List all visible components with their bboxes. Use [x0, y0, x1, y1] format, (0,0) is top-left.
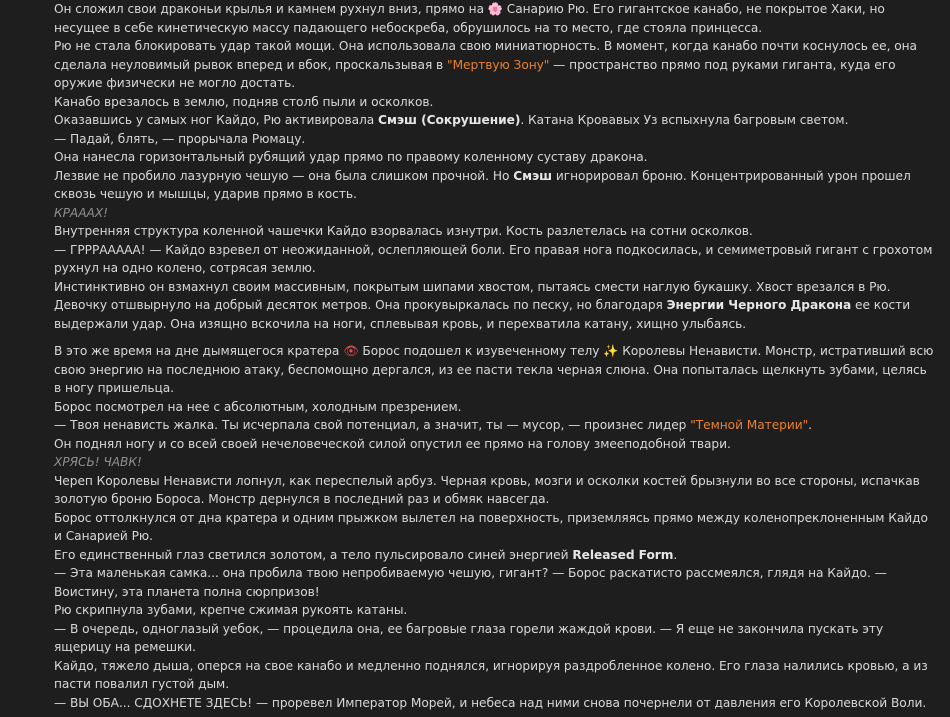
text-run: Рю не стала блокировать удар такой мощи. Она использовала свою миниатюрность. В момент, когда канабо почти коснулось ее, она сделала неуловимый рывок вперед и вбок, проскальзывая в	[54, 39, 917, 72]
text-run: — ГРРРААААА! — Кайдо взревел от неожиданной, ослепляющей боли. Его правая нога подкосилась, и семиметровый гигант с грохотом рухнул на одно колено, сотрясая землю.	[54, 242, 933, 275]
paragraph	[54, 564, 934, 601]
text-run: Оказавшись у самых ног Кайдо, Рю активировала	[54, 113, 379, 127]
text-run: — пространство прямо под руками гиганта, куда его оружие физически не могло достать.	[54, 57, 896, 90]
text-run: .	[673, 547, 678, 562]
eye-icon: 👁	[343, 344, 359, 358]
text-run: Внутренняя структура коленной чашечки Кайдо взорвалась изнутри. Кость разлетелась на сотни осколков.	[54, 224, 753, 238]
text-run: Борос оттолкнулся от дна кратера и одним прыжком вылетел на поверхность, приземляясь прямо между коленопреклоненным Кайдо и Санарией Рю.	[54, 510, 928, 543]
text-run: Он поднял ногу и со всей своей нечеловеческой силой опустил ее прямо на голову змееподобной твари.	[54, 436, 731, 451]
text-run: Череп Королевы Ненависти лопнул, как переспелый арбуз. Черная кровь, мозги и осколки костей брызнули во все стороны, испачкав золотую броню Бороса. Монстр дернулся в последний раз и обмяк навсегда.	[54, 473, 920, 506]
sparkles-icon: ✨	[603, 344, 619, 358]
text-run: .	[808, 418, 812, 432]
sound-effect: КРАААХ!	[54, 205, 108, 220]
paragraph	[54, 472, 934, 509]
text-run: — ВЫ ОБА... СДОХНЕТЕ ЗДЕСЬ! — проревел Император Морей, и небеса над ними снова почернели от давления его Королевской Воли.	[54, 695, 927, 710]
text-run: — Эта маленькая самка... она пробила твою непробиваемую чешую, гигант? — Борос раскатисто рассмеялся, глядя на Кайдо. — Воистину, эта планета полна сюрпризов!	[54, 566, 887, 599]
text-run: Он сложил свои драконьи крылья и камнем рухнул вниз, прямо на	[54, 2, 488, 16]
paragraph	[54, 148, 934, 167]
paragraph	[54, 342, 934, 398]
text-run: — Падай, блять, — прорычала Рюмацу.	[54, 131, 306, 146]
text-run: — В очередь, одноглазый уебок, — процедила она, ее багровые глаза горели жаждой крови. — Я еще не закончила пускать эту ящерицу на ремешки.	[54, 621, 884, 654]
paragraph	[54, 416, 934, 435]
story-text	[54, 0, 934, 712]
bold-term: Смэш (Сокрушение)	[378, 113, 521, 127]
text-run: Девочку отшвырнуло на добрый десяток метров. Она прокувыркалась по песку, но благодаря	[54, 298, 667, 312]
text-run: Лезвие не пробило лазурную чешую — она была слишком прочной. Но	[54, 168, 514, 183]
text-run: Его единственный глаз светился золотом, а тело пульсировало синей энергией	[54, 547, 573, 562]
text-run: Санарию Рю. Его гигантское канабо, не покрытое Хаки, но несущее в себе кинетическую массу падающего небоскреба, обрушилось на то место, где стояла принцесса.	[54, 2, 885, 35]
bold-term: Смэш	[513, 168, 553, 183]
paragraph	[54, 620, 934, 657]
paragraph	[54, 453, 934, 472]
paragraph	[54, 546, 934, 565]
paragraph	[54, 111, 934, 130]
highlighted-term: "Мертвую Зону"	[447, 57, 550, 72]
sound-effect: ХРЯСЬ! ЧАВК!	[54, 455, 142, 469]
text-run: Она нанесла горизонтальный рубящий удар прямо по правому коленному суставу дракона.	[54, 150, 648, 164]
bold-term: Released Form	[572, 547, 674, 562]
text-run: ее кости выдержали удар. Она изящно вскочила на ноги, сплевывая кровь, и перехватила катану, хищно улыбаясь.	[54, 298, 911, 331]
paragraph	[54, 93, 934, 112]
highlighted-term: "Темной Материи"	[690, 418, 809, 432]
text-run: Борос подошел к изувеченному телу	[358, 344, 604, 358]
paragraph	[54, 37, 934, 93]
paragraph	[54, 130, 934, 149]
paragraph	[54, 296, 934, 333]
paragraph	[54, 241, 934, 278]
paragraph	[54, 435, 934, 454]
text-run: Канабо врезалось в землю, подняв столб пыли и осколков.	[54, 94, 434, 109]
paragraph	[54, 398, 934, 417]
text-run: — Твоя ненависть жалка. Ты исчерпала свой потенциал, а значит, ты — мусор, — произнес лидер	[54, 418, 691, 432]
cherry-blossom-icon: 🌸	[487, 2, 503, 16]
text-run: В это же время на дне дымящегося кратера	[54, 344, 344, 358]
text-run: Борос посмотрел на нее с абсолютным, холодным презрением.	[54, 399, 462, 414]
paragraph	[54, 278, 934, 297]
paragraph	[54, 694, 934, 713]
text-run: игнорировал броню. Концентрированный урон прошел сквозь чешую и мышцы, ударив прямо в кость.	[54, 168, 911, 201]
text-run: . Катана Кровавых Уз вспыхнула багровым светом.	[520, 113, 849, 127]
bold-term: Энергии Черного Дракона	[666, 298, 852, 312]
paragraph	[54, 0, 934, 37]
paragraph	[54, 222, 934, 241]
text-run: Королевы Ненависти. Монстр, истративший всю свою энергию на последнюю атаку, беспомощно дергался, из ее пасти текла черная слюна. Она попыталась щелкнуть зубами, целясь в ногу пришельца.	[54, 344, 934, 395]
text-run: Инстинктивно он взмахнул своим массивным, покрытым шипами хвостом, пытаясь смести наглую букашку. Хвост врезался в Рю.	[54, 279, 891, 294]
text-run: Кайдо, тяжело дыша, оперся на свое канабо и медленно поднялся, игнорируя раздробленное колено. Его глаза налились кровью, а из пасти повалил густой дым.	[54, 658, 928, 691]
paragraph	[54, 601, 934, 620]
paragraph	[54, 167, 934, 204]
paragraph	[54, 204, 934, 223]
paragraph	[54, 657, 934, 694]
text-run: Рю скрипнула зубами, крепче сжимая рукоять катаны.	[54, 603, 408, 617]
paragraph	[54, 509, 934, 546]
